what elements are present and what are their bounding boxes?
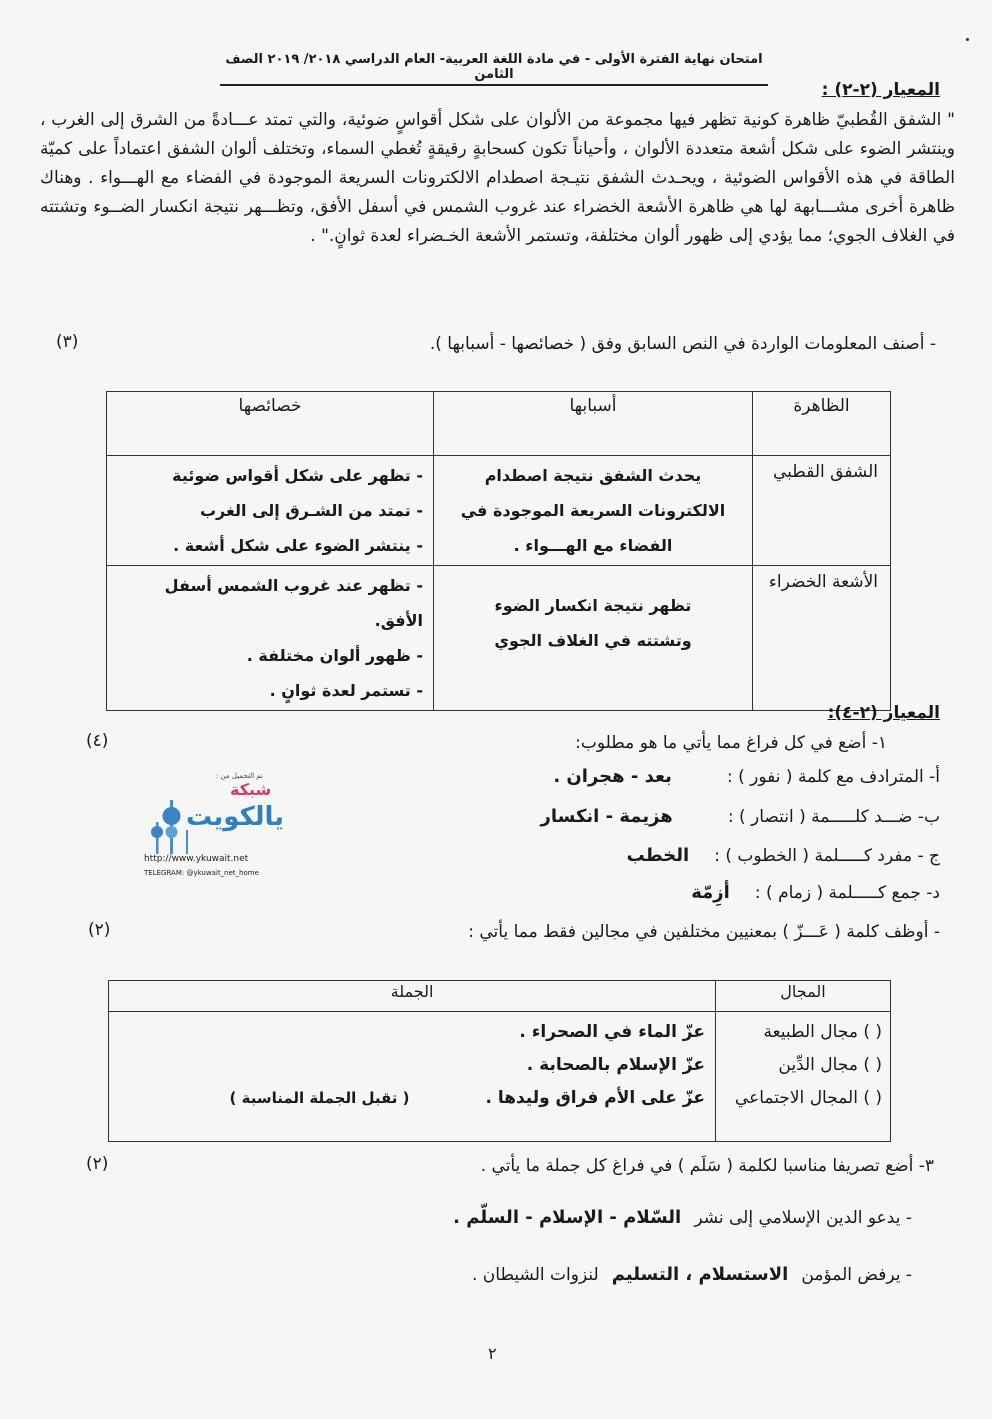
sentence-2-prefix: - يرفض المؤمن	[801, 1265, 912, 1285]
question-4-intro: ٣- أضع تصريفا مناسبا لكلمة ( سَلَم ) في فراغ كل جملة ما يأتي .	[480, 1156, 934, 1176]
exam-header: امتحان نهاية الفترة الأولى - في مادة اللغة العربية- العام الدراسي ٢٠١٨/ ٢٠١٩ الصف الثامن	[220, 52, 768, 86]
table-row	[107, 566, 891, 711]
cause-line: الالكترونات السريعة الموجودة في	[460, 501, 726, 520]
answer-item	[380, 882, 940, 903]
logo-name-a: شبكة	[230, 780, 272, 799]
item-answer: هزيمة - انكسار	[540, 806, 673, 827]
property-line: - تظهر عند غروب الشمس أسفل الأفق.	[164, 576, 423, 630]
item-answer: بعد - هجران .	[553, 766, 672, 787]
table-header-causes: أسبابها	[434, 392, 753, 456]
phenomenon-name: الأشعة الخضراء	[753, 566, 891, 711]
field-option: ( ) مجال الطبيعة	[763, 1022, 882, 1042]
property-line: - تظهر على شكل أقواس ضوئية	[172, 466, 423, 485]
sentence-1-answer: السّلام - الإسلام - السلّم .	[453, 1207, 682, 1228]
table-header-phenomenon: الظاهرة	[753, 392, 891, 456]
property-line: - تستمر لعدة ثوانٍ .	[269, 681, 423, 700]
criterion-1: المعيار (٢-٢) :	[821, 80, 940, 100]
item-label: د- جمع كـــــلمة ( زمام ) :	[754, 883, 940, 903]
sentence-2	[472, 1264, 912, 1285]
answer-item	[380, 806, 940, 827]
item-answer: أزِمّة	[691, 882, 730, 903]
item-label: ج - مفرد كـــــلمة ( الخطوب ) :	[714, 846, 940, 866]
page-number: ٢	[488, 1344, 497, 1363]
sentence-2-suffix: لنزوات الشيطان .	[472, 1265, 599, 1285]
sentence-line: عزّ الماء في الصحراء .	[519, 1022, 705, 1042]
corner-dot	[966, 38, 969, 41]
table-header-properties: خصائصها	[107, 392, 434, 456]
table-header-field: المجال	[716, 981, 891, 1012]
table-header-sentence: الجملة	[109, 981, 716, 1012]
item-label: أ- المترادف مع كلمة ( نفور ) :	[727, 767, 940, 787]
property-line: - ظهور ألوان مختلفة .	[246, 646, 423, 665]
logo-name-b: يالكويت	[186, 802, 284, 832]
table-row	[107, 456, 891, 566]
question-2-mark: (٤)	[86, 731, 109, 751]
field-option: ( ) مجال الدِّين	[778, 1055, 882, 1075]
sentence-2-answer: الاستسلام ، التسليم	[611, 1264, 789, 1285]
cause-line: وتشتته في الغلاف الجوي	[494, 631, 692, 650]
logo-telegram: TELEGRAM: @ykuwait_net_home	[144, 869, 259, 877]
classification-table	[106, 391, 891, 711]
cause-line: تظهر نتيجة انكسار الضوء	[494, 596, 692, 615]
property-line: - ينتشر الضوء على شكل أشعة .	[173, 536, 423, 555]
item-answer: الخطب	[626, 845, 690, 866]
ykuwait-logo	[138, 772, 284, 884]
question-3-intro: - أوظف كلمة ( عَـــزّ ) بمعنيين مختلفين في مجالين فقط مما يأتي :	[468, 922, 940, 942]
usage-table	[108, 980, 891, 1142]
question-3-mark: (٢)	[88, 920, 111, 940]
phenomenon-name: الشفق القطبي	[753, 456, 891, 566]
passage: " الشفق القُطبيّ ظاهرة كونية تظهر فيها مجموعة من الألوان على شكل أقواسٍ ضوئية، والتي تمتد عـــادةً من الشرق إلى الغرب ، وينتشر الضوء على شكل أشعة متعددة الألوان ، وأحياناً تكون كسحابةٍ رقيقةٍ تُغطي السماء، وتختلف ألوان الشفق اعتماداً على كميّة الطاقة في هذه الأقواس الضوئية ، ويحـدث الشفق نتيـجة اصطدام الالكترونات السريعة الموجودة في الفضاء مع الهـــواء . وهناك ظاهرة أخرى مشـــابهة لها هي ظاهرة الأشعة الخضراء عند غروب الشمس في أسفل الأفق، وتظـــهر نتيجة انكسار الضــوء وتشتته في الغلاف الجوي؛ مما يؤدي إلى ظهور ألوان مختلفة، وتستمر الأشعة الخـضراء لعدة ثوانٍ." .	[40, 110, 955, 246]
acceptance-note: ( تقبل الجملة المناسبة )	[229, 1089, 410, 1107]
cause-line: الفضاء مع الهـــواء .	[513, 536, 673, 555]
answer-item	[380, 845, 940, 866]
field-option: ( ) المجال الاجتماعي	[734, 1088, 882, 1108]
property-line: - تمتد من الشـرق إلى الغرب	[199, 501, 423, 520]
question-1-mark: (٣)	[56, 332, 79, 352]
cause-line: يحدث الشفق نتيجة اصطدام	[484, 466, 702, 485]
question-2-intro: ١- أضع في كل فراغ مما يأتي ما هو مطلوب:	[575, 733, 887, 753]
sentence-line: عزّ على الأم فراق وليدها .	[485, 1088, 705, 1108]
logo-top-text: تم التحميل من :	[216, 772, 263, 780]
table-row	[109, 1012, 891, 1142]
sentence-1-text: - يدعو الدين الإسلامي إلى نشر	[694, 1208, 912, 1228]
criterion-2: المعيار (٢-٤):	[827, 703, 940, 723]
logo-url: http://www.ykuwait.net	[144, 854, 249, 864]
question-1-text: - أصنف المعلومات الواردة في النص السابق وفق ( خصائصها - أسبابها ).	[429, 334, 936, 354]
answer-item	[380, 766, 940, 787]
sentence-1	[453, 1207, 912, 1228]
item-label: ب- ضـــد كلـــــمة ( انتصار ) :	[727, 807, 940, 827]
sentence-line: عزّ الإسلام بالصحابة .	[526, 1055, 705, 1075]
question-4-mark: (٢)	[86, 1154, 109, 1174]
